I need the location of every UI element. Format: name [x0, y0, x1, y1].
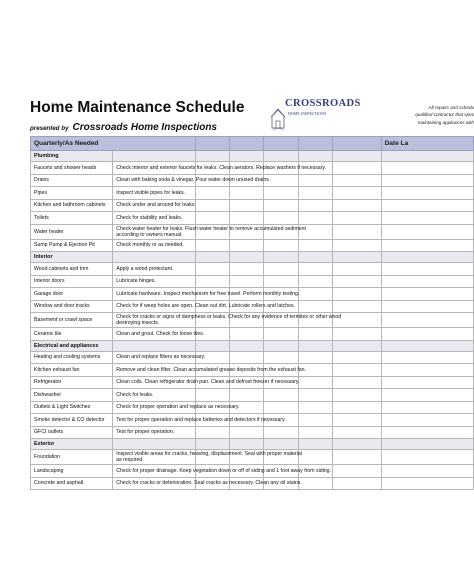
- check-cell[interactable]: [332, 239, 381, 252]
- check-cell[interactable]: [332, 187, 381, 200]
- check-cell[interactable]: [298, 263, 332, 276]
- table-row: [31, 199, 474, 212]
- date-cell[interactable]: [381, 414, 473, 427]
- task-line: Clean and grout. Check for loose tiles.: [116, 330, 205, 337]
- maintenance-table: [30, 136, 474, 490]
- check-cell[interactable]: [298, 199, 332, 212]
- check-cell[interactable]: [332, 199, 381, 212]
- section-row: [31, 340, 474, 351]
- task-description: [113, 263, 195, 276]
- task-line: Clean and replace filters as necessary.: [116, 354, 206, 361]
- check-cell[interactable]: [298, 450, 332, 465]
- check-cell[interactable]: [298, 389, 332, 402]
- table-row: [31, 414, 474, 427]
- check-cell[interactable]: [264, 426, 298, 439]
- date-cell[interactable]: [381, 477, 473, 490]
- task-line: Check under and around for leaks.: [116, 202, 196, 209]
- task-line: Inspect visible pipes for leaks.: [116, 189, 186, 196]
- check-cell[interactable]: [195, 389, 229, 402]
- check-cell[interactable]: [298, 426, 332, 439]
- table-row: [31, 376, 474, 389]
- item-name: Refrigerator: [31, 376, 113, 389]
- check-cell[interactable]: [264, 328, 298, 341]
- date-cell[interactable]: [381, 465, 473, 478]
- task-line: Check interior and exterior faucets for leaks. Clean aerators. Replace washers if necessary.: [116, 164, 327, 171]
- table-row: [31, 212, 474, 225]
- date-cell[interactable]: [381, 275, 473, 288]
- check-cell[interactable]: [229, 187, 263, 200]
- task-line: Lubricate hardware. Inspect mechanism for free travel. Perform monthly testing.: [116, 290, 300, 297]
- check-cell[interactable]: [332, 275, 381, 288]
- date-cell[interactable]: [381, 364, 473, 377]
- check-cell[interactable]: [229, 389, 263, 402]
- item-name: Dishwasher: [31, 389, 113, 402]
- check-cell[interactable]: [195, 239, 229, 252]
- note-line: All repairs and schedu: [428, 105, 474, 110]
- item-name: Outlets & Light Switches: [31, 401, 113, 414]
- date-cell[interactable]: [381, 313, 473, 328]
- task-line: Clean with baking soda & vinegar. Pour water down unused drains.: [116, 177, 271, 184]
- check-cell[interactable]: [332, 174, 381, 187]
- task-description: [113, 389, 195, 402]
- item-name: GFCI outlets: [31, 426, 113, 439]
- check-cell[interactable]: [264, 187, 298, 200]
- check-cell[interactable]: [195, 187, 229, 200]
- check-cell[interactable]: [298, 328, 332, 341]
- table-row: [31, 426, 474, 439]
- check-cell[interactable]: [332, 300, 381, 313]
- section-title: Electrical and appliances: [31, 340, 113, 351]
- check-cell[interactable]: [298, 212, 332, 225]
- table-row: [31, 187, 474, 200]
- item-name: Kitchen exhaust fan: [31, 364, 113, 377]
- task-description: [113, 477, 302, 490]
- crossroads-logo: [270, 98, 361, 132]
- check-cell[interactable]: [332, 288, 381, 301]
- check-cell[interactable]: [264, 212, 298, 225]
- task-line: Check for cracks or signs of dampness or leaks. Check for any evidence of termites or other wood: [116, 314, 342, 320]
- date-cell[interactable]: [381, 376, 473, 389]
- check-cell[interactable]: [298, 477, 332, 490]
- logo-wordmark: CROSSROADS: [285, 98, 361, 109]
- task-line: as required.: [116, 457, 144, 463]
- presented-by-line: [30, 117, 217, 135]
- date-cell[interactable]: [381, 187, 473, 200]
- item-name: Sump Pump & Ejection Pit: [31, 239, 113, 252]
- check-cell[interactable]: [332, 465, 381, 478]
- section-row: [31, 439, 474, 450]
- item-name: Concrete and asphalt: [31, 477, 113, 490]
- check-cell[interactable]: [298, 174, 332, 187]
- task-description: [113, 426, 195, 439]
- item-name: Wood cabinets and trim: [31, 263, 113, 276]
- section-title: Interior: [31, 252, 113, 263]
- date-cell[interactable]: [381, 450, 473, 465]
- date-cell[interactable]: [381, 351, 473, 364]
- check-cell[interactable]: [229, 328, 263, 341]
- task-description: [113, 313, 342, 328]
- check-cell[interactable]: [332, 401, 381, 414]
- table-row: [31, 364, 474, 377]
- table-row: [31, 300, 474, 313]
- table-row: [31, 465, 474, 478]
- repair-note: [374, 104, 474, 126]
- task-description: [113, 275, 195, 288]
- check-cell[interactable]: [195, 275, 229, 288]
- task-line: Check for if weep holes are open. Clean out dirt. Lubricate rollers and latches.: [116, 303, 296, 310]
- check-cell[interactable]: [298, 351, 332, 364]
- table-row: [31, 263, 474, 276]
- check-cell[interactable]: [264, 199, 298, 212]
- task-description: [113, 162, 327, 175]
- date-cell[interactable]: [381, 162, 473, 175]
- task-line: Check monthly or as needed.: [116, 242, 184, 249]
- date-cell[interactable]: [381, 300, 473, 313]
- presented-by-label: presented by: [30, 125, 69, 132]
- item-name: Garage door: [31, 288, 113, 301]
- date-cell[interactable]: [381, 288, 473, 301]
- date-header: Date La: [381, 137, 473, 151]
- check-cell[interactable]: [195, 263, 229, 276]
- table-row: [31, 275, 474, 288]
- table-row: [31, 288, 474, 301]
- table-row: [31, 401, 474, 414]
- item-name: Drains: [31, 174, 113, 187]
- task-description: [113, 376, 300, 389]
- check-cell[interactable]: [229, 239, 263, 252]
- date-cell[interactable]: [381, 199, 473, 212]
- item-name: Water heater: [31, 224, 113, 239]
- check-cell[interactable]: [264, 275, 298, 288]
- page-title: Home Maintenance Schedule: [30, 99, 245, 116]
- task-line: Remove and clean filter. Clean accumulated grease deposits from the exhaust fan.: [116, 366, 307, 373]
- task-description: [113, 288, 300, 301]
- item-name: Ceramic tile: [31, 328, 113, 341]
- check-cell[interactable]: [332, 426, 381, 439]
- company-name: Crossroads Home Inspections: [72, 122, 217, 133]
- check-cell[interactable]: [195, 199, 229, 212]
- task-description: [113, 450, 302, 465]
- item-name: Smoke detector & CO detector: [31, 414, 113, 427]
- item-name: Faucets and shower heads: [31, 162, 113, 175]
- task-line: Apply a wood protectant.: [116, 265, 174, 272]
- check-cell[interactable]: [264, 263, 298, 276]
- check-cell[interactable]: [298, 376, 332, 389]
- task-line: Test for proper operation and replace batteries and detectors if necessary.: [116, 416, 286, 423]
- date-cell[interactable]: [381, 389, 473, 402]
- note-line: maintaining appliances with: [417, 119, 474, 125]
- task-description: [113, 239, 195, 252]
- item-name: Basement or crawl space: [31, 313, 113, 328]
- task-line: Check for leaks.: [116, 391, 154, 398]
- task-line: Check for stability and leaks.: [116, 214, 183, 221]
- task-description: [113, 300, 296, 313]
- check-cell[interactable]: [332, 389, 381, 402]
- date-cell[interactable]: [381, 239, 473, 252]
- logo-tagline: HOME INSPECTIONS: [288, 111, 327, 116]
- check-cell[interactable]: [332, 414, 381, 427]
- section-title: Plumbing: [31, 151, 113, 162]
- check-cell[interactable]: [229, 212, 263, 225]
- check-cell[interactable]: [332, 212, 381, 225]
- table-row: [31, 224, 474, 239]
- item-name: Heating and cooling systems: [31, 351, 113, 364]
- check-cell[interactable]: [298, 300, 332, 313]
- item-name: Foundation: [31, 450, 113, 465]
- check-cell[interactable]: [332, 450, 381, 465]
- check-cell[interactable]: [332, 328, 381, 341]
- task-description: [113, 414, 286, 427]
- table-row: [31, 313, 474, 328]
- check-cell[interactable]: [298, 288, 332, 301]
- table-row: [31, 351, 474, 364]
- check-cell[interactable]: [298, 187, 332, 200]
- section-row: [31, 151, 474, 162]
- table-row: [31, 477, 474, 490]
- table-row: [31, 389, 474, 402]
- table-row: [31, 328, 474, 341]
- task-description: [113, 351, 206, 364]
- task-description: [113, 174, 271, 187]
- item-name: Kitchen and bathroom cabinets: [31, 199, 113, 212]
- check-cell[interactable]: [229, 275, 263, 288]
- task-line: Check for cracks or deterioration. Seal cracks as necessary. Clean any oil stains.: [116, 480, 302, 487]
- check-cell[interactable]: [264, 351, 298, 364]
- house-icon: [270, 98, 286, 132]
- check-cell[interactable]: [264, 401, 298, 414]
- check-cell[interactable]: [195, 212, 229, 225]
- task-line: Check water heater for leaks. Flush water heater to remove accumulated sediment: [116, 225, 306, 232]
- check-cell[interactable]: [229, 263, 263, 276]
- task-description: [113, 465, 332, 478]
- table-row: [31, 162, 474, 175]
- date-cell[interactable]: [381, 401, 473, 414]
- check-cell[interactable]: [332, 162, 381, 175]
- check-cell[interactable]: [229, 199, 263, 212]
- check-cell[interactable]: [298, 414, 332, 427]
- task-description: [113, 224, 306, 239]
- check-cell[interactable]: [298, 401, 332, 414]
- date-cell[interactable]: [381, 224, 473, 239]
- section-title: Exterior: [31, 439, 113, 450]
- check-cell[interactable]: [332, 263, 381, 276]
- check-cell[interactable]: [332, 224, 381, 239]
- task-line: destroying insects.: [116, 320, 160, 326]
- task-description: [113, 212, 195, 225]
- note-line: qualified contractor that spec: [415, 112, 474, 118]
- item-name: Window and door tracks: [31, 300, 113, 313]
- task-description: [113, 328, 205, 341]
- check-cell[interactable]: [298, 275, 332, 288]
- task-line: Check for proper drainage. Keep vegetation down or off of siding and 1 foot away from siding.: [116, 467, 332, 474]
- check-cell[interactable]: [332, 477, 381, 490]
- date-cell[interactable]: [381, 328, 473, 341]
- item-name: Pipes: [31, 187, 113, 200]
- check-cell[interactable]: [332, 364, 381, 377]
- quarterly-header: Quarterly/As Needed: [31, 137, 196, 151]
- date-cell[interactable]: [381, 263, 473, 276]
- table-row: [31, 239, 474, 252]
- task-description: [113, 401, 240, 414]
- date-cell[interactable]: [381, 212, 473, 225]
- section-row: [31, 252, 474, 263]
- table-row: [31, 450, 474, 465]
- table-header-row: [31, 137, 474, 151]
- task-line: Test for proper operation.: [116, 429, 175, 436]
- check-cell[interactable]: [229, 351, 263, 364]
- check-cell[interactable]: [264, 389, 298, 402]
- task-description: [113, 199, 195, 212]
- task-line: Check for proper operation and replace as necessary.: [116, 404, 240, 411]
- task-line: Inspect visible areas for cracks, heaving, displacement. Seal with proper material: [116, 451, 302, 457]
- item-name: Interior doors: [31, 275, 113, 288]
- item-name: Toilets: [31, 212, 113, 225]
- item-name: Landscaping: [31, 465, 113, 478]
- task-line: according to owners manual.: [116, 231, 183, 238]
- table-row: [31, 174, 474, 187]
- check-cell[interactable]: [195, 426, 229, 439]
- date-cell[interactable]: [381, 174, 473, 187]
- date-cell[interactable]: [381, 426, 473, 439]
- check-cell[interactable]: [229, 426, 263, 439]
- check-cell[interactable]: [332, 351, 381, 364]
- check-cell[interactable]: [264, 239, 298, 252]
- check-cell[interactable]: [332, 376, 381, 389]
- task-line: Clean coils. Clean refrigerator drain pan. Clean and defrost freezer if necessary.: [116, 379, 300, 386]
- task-description: [113, 187, 195, 200]
- task-line: Lubricate hinges.: [116, 278, 156, 285]
- task-description: [113, 364, 307, 377]
- check-cell[interactable]: [298, 239, 332, 252]
